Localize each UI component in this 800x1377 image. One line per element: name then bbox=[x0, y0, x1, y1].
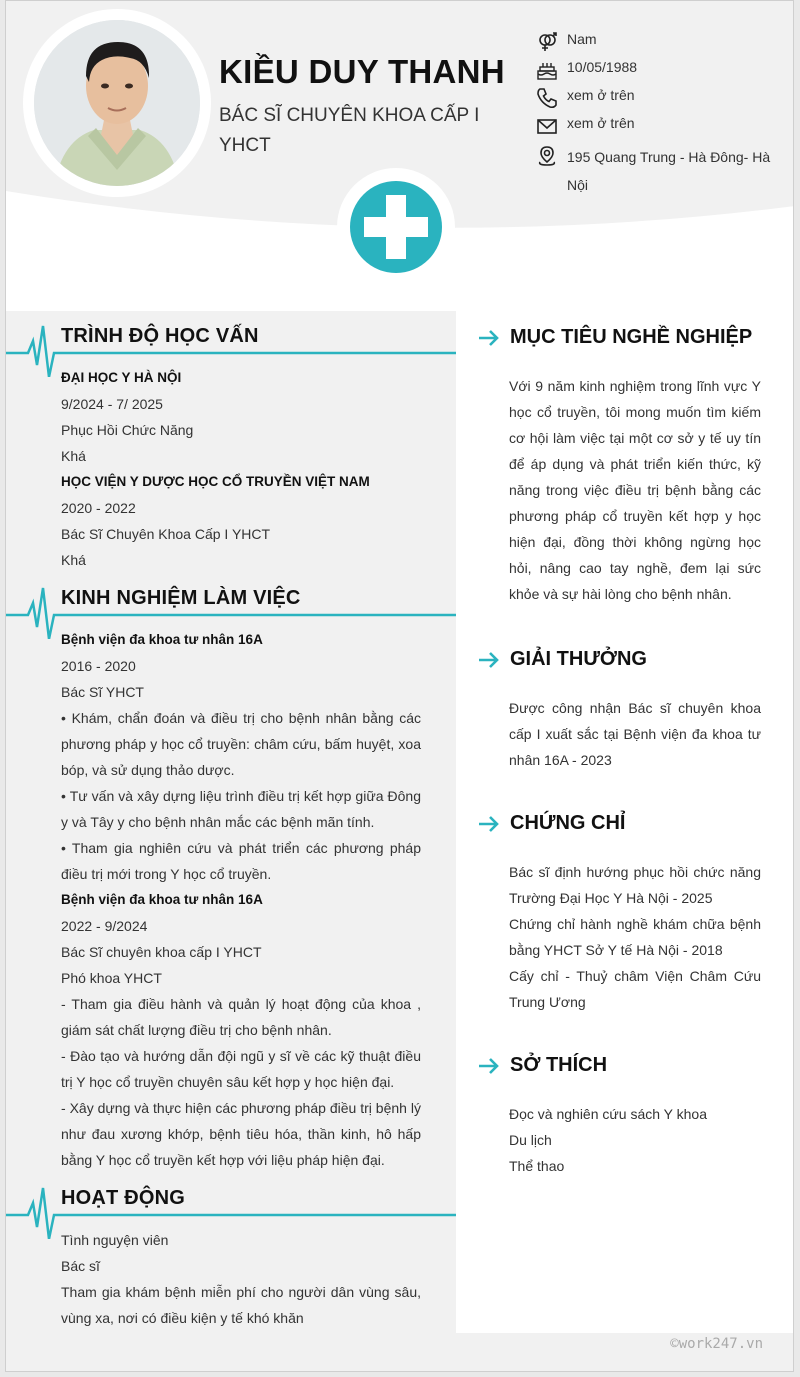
arrow-right-icon bbox=[478, 1057, 500, 1075]
awards-heading: GIẢI THƯỞNG bbox=[510, 648, 647, 670]
contact-address bbox=[536, 143, 776, 199]
avatar bbox=[34, 20, 200, 186]
list-item: Đọc và nghiên cứu sách Y khoa bbox=[509, 1106, 707, 1122]
medical-badge bbox=[337, 168, 455, 286]
medical-cross-icon bbox=[350, 181, 442, 273]
contact-gender bbox=[536, 31, 776, 59]
contact-birthday bbox=[536, 59, 776, 87]
birthday-value: 10/05/1988 bbox=[567, 59, 638, 75]
arrow-right-icon bbox=[478, 651, 500, 669]
list-item: - Tham gia điều hành và quản lý hoạt động của khoa , giám sát chất lượng điều trị cho bệnh nhân. bbox=[61, 996, 421, 1038]
list-item: 2022 - 9/2024 bbox=[61, 918, 148, 934]
list-item: 2020 - 2022 bbox=[61, 500, 136, 516]
objective-heading: MỤC TIÊU NGHỀ NGHIỆP bbox=[510, 326, 753, 348]
list-item: Du lịch bbox=[509, 1132, 552, 1148]
list-item: 9/2024 - 7/ 2025 bbox=[61, 396, 163, 412]
experience-header bbox=[6, 573, 456, 623]
list-item: Phục Hồi Chức Năng bbox=[61, 422, 194, 438]
certificates-text bbox=[456, 853, 761, 1015]
list-item: • Tư vấn và xây dựng liệu trình điều trị kết hợp giữa Đông y và Tây y cho bệnh nhân mắc các bệnh mãn tính. bbox=[61, 788, 421, 830]
contact-email bbox=[536, 115, 776, 143]
list-item: Khá bbox=[61, 552, 86, 568]
list-item: Bệnh viện đa khoa tư nhân 16A bbox=[61, 892, 263, 907]
phone-icon bbox=[536, 87, 558, 109]
education-list bbox=[6, 361, 421, 573]
hobbies-heading: SỞ THÍCH bbox=[510, 1054, 608, 1076]
list-item: Tình nguyện viên bbox=[61, 1232, 169, 1248]
address-value: 195 Quang Trung - Hà Đông- Hà Nội bbox=[567, 149, 771, 193]
arrow-right-icon bbox=[478, 329, 500, 347]
location-pin-icon bbox=[536, 145, 558, 167]
awards-section bbox=[456, 633, 794, 773]
contact-info bbox=[536, 31, 776, 199]
resume-page bbox=[5, 0, 794, 1372]
left-column bbox=[6, 311, 456, 1372]
list-item: ĐẠI HỌC Y HÀ NỘI bbox=[61, 370, 182, 385]
candidate-name: KIỀU DUY THANH bbox=[219, 53, 505, 90]
birthday-cake-icon bbox=[536, 59, 558, 81]
education-heading: TRÌNH ĐỘ HỌC VẤN bbox=[61, 325, 259, 347]
awards-text bbox=[456, 689, 761, 773]
list-item: HỌC VIỆN Y DƯỢC HỌC CỔ TRUYỀN VIỆT NAM bbox=[61, 474, 370, 489]
right-column bbox=[456, 311, 794, 1333]
list-item: Với 9 năm kinh nghiệm trong lĩnh vực Y học cổ truyền, tôi mong muốn tìm kiếm cơ hội làm việc tại một cơ sở y tế uy tín để áp dụng và phát triển kiến thức, kỹ năng trong việc điều trị bệnh bằng các phương pháp cổ truyền kết hợp y học hiện đại, đồng thời không ngừng học hỏi, nâng cao tay nghề, đem lại sức khỏe và sự hài lòng cho bệnh nhân. bbox=[509, 378, 761, 602]
certificates-section bbox=[456, 797, 794, 1015]
list-item: 2016 - 2020 bbox=[61, 658, 136, 674]
list-item: Thể thao bbox=[509, 1158, 565, 1174]
list-item: Bác sĩ bbox=[61, 1258, 100, 1274]
list-item: Tham gia khám bệnh miễn phí cho người dân vùng sâu, vùng xa, nơi có điều kiện y tế khó khăn bbox=[61, 1284, 421, 1326]
list-item: Chứng chỉ hành nghề khám chữa bệnh bằng YHCT Sở Y tế Hà Nội - 2018 bbox=[509, 916, 761, 958]
list-item: Bác Sĩ Chuyên Khoa Cấp I YHCT bbox=[61, 526, 271, 542]
hobbies-section bbox=[456, 1039, 794, 1179]
list-item: • Tham gia nghiên cứu và phát triển các phương pháp điều trị mới trong Y học cổ truyền. bbox=[61, 840, 421, 882]
activities-list bbox=[6, 1223, 421, 1331]
portrait-image bbox=[34, 20, 200, 186]
job-title: BÁC SĨ CHUYÊN KHOA CẤP I YHCT bbox=[219, 105, 480, 156]
list-item: Bác sĩ định hướng phục hồi chức năng Trường Đại Học Y Hà Nội - 2025 bbox=[509, 864, 761, 906]
gender-value: Nam bbox=[567, 31, 597, 47]
list-item: Được công nhận Bác sĩ chuyên khoa cấp I xuất sắc tại Bệnh viện đa khoa tư nhân 16A - 2023 bbox=[509, 700, 761, 768]
list-item: Bác Sĩ chuyên khoa cấp I YHCT bbox=[61, 944, 262, 960]
list-item: Khá bbox=[61, 448, 86, 464]
experience-heading: KINH NGHIỆM LÀM VIỆC bbox=[61, 587, 301, 609]
certificates-heading: CHỨNG CHỈ bbox=[510, 812, 626, 834]
mail-icon bbox=[536, 115, 558, 137]
watermark: ©work247.vn bbox=[670, 1336, 763, 1352]
activities-heading: HOẠT ĐỘNG bbox=[61, 1187, 186, 1209]
list-item: Phó khoa YHCT bbox=[61, 970, 162, 986]
list-item: Bác Sĩ YHCT bbox=[61, 684, 144, 700]
list-item: - Đào tạo và hướng dẫn đội ngũ y sĩ về các kỹ thuật điều trị Y học cổ truyền chuyên sâu kết hợp y học hiện đại. bbox=[61, 1048, 421, 1090]
hobbies-text bbox=[456, 1095, 761, 1179]
gender-icon bbox=[536, 31, 558, 53]
list-item: - Xây dựng và thực hiện các phương pháp điều trị bệnh lý như đau xương khớp, bệnh tiêu hóa, thần kinh, hô hấp bằng Y học cổ truyền kết hợp với liệu pháp hiện đại. bbox=[61, 1100, 421, 1168]
experience-list bbox=[6, 623, 421, 1173]
list-item: Cấy chỉ - Thuỷ châm Viện Châm Cứu Trung Ương bbox=[509, 968, 761, 1010]
email-value: xem ở trên bbox=[567, 115, 635, 131]
list-item: • Khám, chẩn đoán và điều trị cho bệnh nhân bằng các phương pháp y học cổ truyền: châm cứu, bấm huyệt, xoa bóp, và sử dụng thảo dược. bbox=[61, 710, 421, 778]
education-header bbox=[6, 311, 456, 361]
activities-header bbox=[6, 1173, 456, 1223]
phone-value: xem ở trên bbox=[567, 87, 635, 103]
objective-section bbox=[456, 311, 794, 607]
arrow-right-icon bbox=[478, 815, 500, 833]
contact-phone bbox=[536, 87, 776, 115]
list-item: Bệnh viện đa khoa tư nhân 16A bbox=[61, 632, 263, 647]
objective-text bbox=[456, 367, 761, 607]
